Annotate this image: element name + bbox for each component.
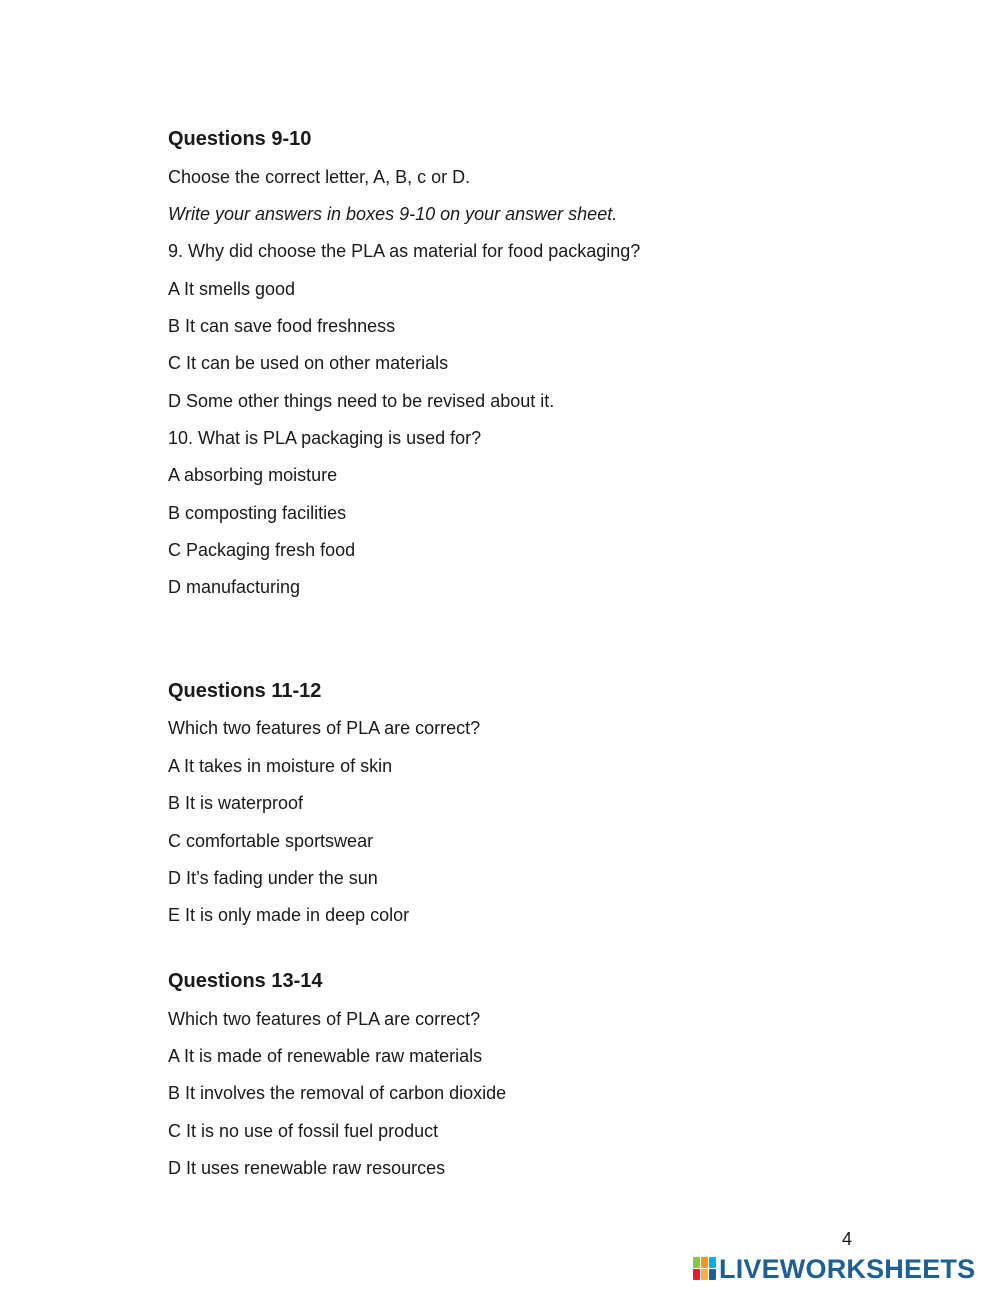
q9-option-d: D Some other things need to be revised about it. [168,391,555,411]
liveworksheets-brand[interactable] [693,1254,975,1284]
q10-option-d: D manufacturing [168,577,301,597]
q13-14-option-c: C It is no use of fossil fuel product [168,1121,439,1141]
q13-14-option-a: A It is made of renewable raw materials [168,1046,483,1066]
section-heading-9-10: Questions 9-10 [168,128,312,150]
q9-option-a: A It smells good [168,279,296,299]
q9-option-c: C It can be used on other materials [168,353,449,373]
instruction-text: Choose the correct letter, A, B, c or D. [168,167,471,187]
q10-option-b: B composting facilities [168,503,347,523]
brand-text: LIVEWORKSHEETS [719,1254,976,1284]
question-10: 10. What is PLA packaging is used for? [168,428,482,448]
q11-12-option-c: C comfortable sportswear [168,831,374,851]
q10-option-c: C Packaging fresh food [168,540,356,560]
q11-12-option-a: A It takes in moisture of skin [168,756,393,776]
question-9: 9. Why did choose the PLA as material for food packaging? [168,241,641,261]
q9-option-b: B It can save food freshness [168,316,396,336]
q11-12-option-b: B It is waterproof [168,793,304,813]
q13-14-prompt: Which two features of PLA are correct? [168,1009,481,1029]
q11-12-prompt: Which two features of PLA are correct? [168,718,481,738]
page-number: 4 [842,1229,853,1249]
q11-12-option-d: D It’s fading under the sun [168,868,378,888]
q13-14-option-d: D It uses renewable raw resources [168,1158,446,1178]
q11-12-option-e: E It is only made in deep color [168,905,410,925]
section-heading-13-14: Questions 13-14 [168,970,323,992]
answer-sheet-note: Write your answers in boxes 9-10 on your answer sheet. [168,204,618,224]
section-heading-11-12: Questions 11-12 [168,680,322,702]
q10-option-a: A absorbing moisture [168,465,338,485]
liveworksheets-logo-icon [693,1257,717,1281]
q13-14-option-b: B It involves the removal of carbon dioxide [168,1083,507,1103]
